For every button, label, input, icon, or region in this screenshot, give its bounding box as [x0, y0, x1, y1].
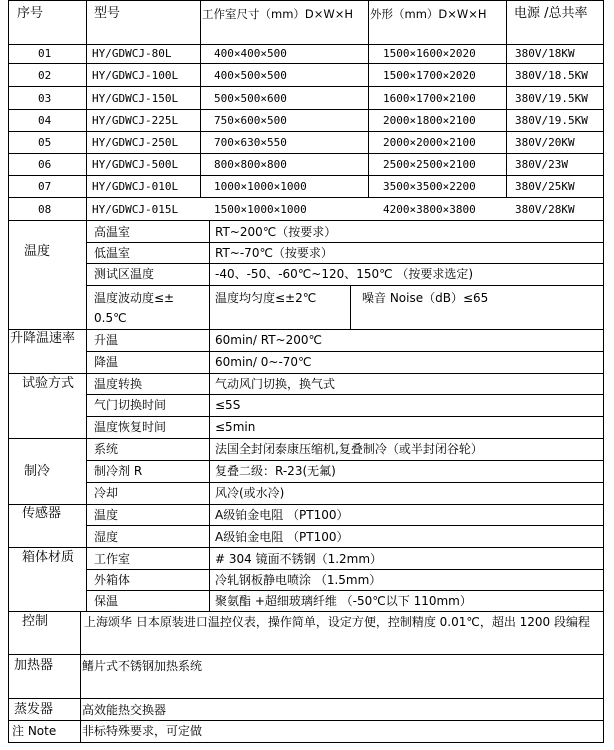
- refrigerant-label: 制冷剂 R: [94, 464, 143, 478]
- rule: [86, 394, 604, 395]
- row-power: 380V/19.5KW: [515, 114, 588, 127]
- row-inner: 400×400×500: [214, 47, 287, 60]
- high-temp-value: RT~200℃（按要求）: [215, 225, 337, 239]
- sensor-label: 传感器: [22, 506, 62, 521]
- header-seq: 序号: [17, 6, 44, 21]
- rule: [8, 438, 604, 439]
- insulation-value: 聚氨酯 +超细玻璃纤维 （-50℃以下 110mm）: [215, 594, 472, 608]
- row-seq: 02: [38, 69, 52, 82]
- control-value: 上海颂华 日本原装进口温控仪表，操作简单，设定方便，控制精度 0.01℃，超出 1200 段编程: [84, 615, 590, 629]
- rule: [8, 220, 604, 221]
- rule: [8, 720, 604, 721]
- control-label: 控制: [22, 614, 49, 629]
- row-power: 380V/19.5KW: [515, 92, 588, 105]
- row-model: HY/GDWCJ-015L: [92, 203, 179, 216]
- rule: [8, 373, 604, 374]
- row-seq: 04: [38, 114, 52, 127]
- row-model: HY/GDWCJ-500L: [92, 158, 179, 171]
- row-outer: 2000×2000×2100: [383, 136, 476, 149]
- row-outer: 2500×2500×2100: [383, 158, 476, 171]
- row-outer: 1500×1600×2020: [383, 47, 476, 60]
- test-zone-value: -40、-50、-60℃~120、150℃ （按要求选定): [215, 267, 474, 281]
- row-model: HY/GDWCJ-225L: [92, 114, 179, 127]
- rule: [86, 590, 604, 591]
- high-temp-label: 高温室: [94, 225, 131, 239]
- rule: [8, 86, 604, 87]
- ramp-down-label: 降温: [94, 355, 119, 369]
- rule: [86, 525, 604, 526]
- insulation-label: 保温: [94, 594, 119, 608]
- inner-material-label: 工作室: [94, 552, 131, 566]
- cooling-system-value: 法国全封闭泰康压缩机,复叠制冷（或半封闭谷轮）: [215, 442, 483, 456]
- outer-material-label: 外箱体: [94, 573, 131, 587]
- rule: [8, 698, 604, 699]
- row-inner: 1500×1000×1000: [214, 203, 307, 216]
- note-label: 注 Note: [12, 724, 57, 738]
- row-seq: 03: [38, 92, 52, 105]
- header-inner-size: 工作室尺寸（mm）D×W×H: [202, 7, 354, 21]
- rule-header: [8, 44, 604, 45]
- row-model: HY/GDWCJ-80L: [92, 47, 172, 60]
- rule-col1: [86, 0, 87, 612]
- cooling-label: 制冷: [24, 464, 51, 479]
- test-method-label: 试验方式: [22, 376, 75, 391]
- row-power: 380V/20KW: [515, 136, 575, 149]
- rule-col2: [200, 0, 201, 198]
- rule-col4: [506, 0, 507, 198]
- header-outer-size: 外形（mm）D×W×H: [370, 7, 487, 21]
- rule: [8, 63, 604, 64]
- low-temp-label: 低温室: [94, 246, 131, 260]
- row-seq: 01: [38, 47, 52, 60]
- fluctuation-label-2: 0.5℃: [94, 311, 127, 325]
- row-outer: 1600×1700×2100: [383, 92, 476, 105]
- rule-top: [8, 0, 604, 1]
- sensor-humid-value: A级铂金电阻 （PT100）: [215, 530, 349, 544]
- rule: [86, 482, 604, 483]
- rule-bottom: [8, 742, 604, 743]
- rule-col2-lower: [209, 220, 210, 611]
- recovery-label: 温度恢复时间: [94, 420, 167, 434]
- rule: [8, 654, 604, 655]
- row-outer: 4200×3800×3800: [383, 203, 476, 216]
- rule: [8, 131, 604, 132]
- rule: [86, 351, 604, 352]
- ramp-label: 升降温速率: [10, 331, 76, 346]
- rule: [8, 504, 604, 505]
- damper-value: ≤5S: [215, 398, 241, 412]
- refrigerant-value: 复叠二级：R-23(无氟): [215, 464, 336, 478]
- row-outer: 3500×3500×2200: [383, 180, 476, 193]
- row-model: HY/GDWCJ-010L: [92, 180, 179, 193]
- rule: [8, 329, 604, 330]
- note-value: 非标特殊要求，可定做: [82, 724, 203, 738]
- evaporator-label: 蒸发器: [14, 702, 54, 717]
- ramp-up-value: 60min/ RT~200℃: [215, 333, 322, 347]
- heater-value: 鳍片式不锈钢加热系统: [82, 659, 203, 673]
- row-power: 380V/28KW: [515, 203, 575, 216]
- rule: [86, 416, 604, 417]
- material-label: 箱体材质: [22, 550, 75, 565]
- rule-right: [603, 0, 604, 743]
- row-power: 380V/23W: [515, 158, 568, 171]
- heater-label: 加热器: [14, 658, 54, 673]
- noise-value: 噪音 Noise（dB）≤65: [362, 291, 489, 305]
- row-inner: 400×500×500: [214, 69, 287, 82]
- ramp-up-label: 升温: [94, 333, 119, 347]
- switch-value: 气动风门切换，换气式: [215, 377, 336, 391]
- row-model: HY/GDWCJ-150L: [92, 92, 179, 105]
- row-model: HY/GDWCJ-250L: [92, 136, 179, 149]
- row-inner: 750×600×500: [214, 114, 287, 127]
- rule: [8, 153, 604, 154]
- cooling-system-label: 系统: [94, 442, 119, 456]
- low-temp-value: RT~-70℃（按要求）: [215, 246, 333, 260]
- rule: [8, 109, 604, 110]
- row-seq: 08: [38, 203, 52, 216]
- temperature-label: 温度: [24, 244, 51, 259]
- evaporator-value: 高效能热交换器: [82, 703, 167, 717]
- row-inner: 1000×1000×1000: [214, 180, 307, 193]
- rule-col1-lower: [80, 611, 81, 743]
- uniformity-value: 温度均匀度≤±2℃: [215, 291, 317, 305]
- rule: [8, 197, 604, 198]
- test-zone-label: 测试区温度: [94, 267, 155, 281]
- recovery-value: ≤5min: [215, 420, 256, 434]
- ramp-down-value: 60min/ 0~-70℃: [215, 355, 312, 369]
- rule: [86, 285, 604, 286]
- row-seq: 06: [38, 158, 52, 171]
- outer-material-value: 冷轧钢板静电喷涂 （1.5mm）: [215, 573, 382, 587]
- sensor-temp-value: A级铂金电阻 （PT100）: [215, 508, 349, 522]
- rule: [8, 175, 604, 176]
- row-power: 380V/25KW: [515, 180, 575, 193]
- cool-method-label: 冷却: [94, 486, 119, 500]
- sensor-temp-label: 温度: [94, 508, 119, 522]
- row-inner: 800×800×800: [214, 158, 287, 171]
- rule: [8, 547, 604, 548]
- rule: [86, 242, 604, 243]
- header-model: 型号: [94, 6, 121, 21]
- row-model: HY/GDWCJ-100L: [92, 69, 179, 82]
- cool-method-value: 风冷(或水冷): [215, 486, 285, 500]
- inner-material-value: # 304 镜面不锈钢（1.2mm）: [215, 552, 383, 566]
- row-power: 380V/18KW: [515, 47, 575, 60]
- row-outer: 1500×1700×2020: [383, 69, 476, 82]
- row-outer: 2000×1800×2100: [383, 114, 476, 127]
- row-power: 380V/18.5KW: [515, 69, 588, 82]
- damper-label: 气门切换时间: [94, 398, 167, 412]
- rule: [86, 263, 604, 264]
- rule-left: [8, 0, 9, 743]
- rule-col3: [368, 0, 369, 198]
- row-seq: 07: [38, 180, 52, 193]
- rule-col3-fluct: [350, 285, 351, 329]
- row-inner: 500×500×600: [214, 92, 287, 105]
- rule: [86, 569, 604, 570]
- row-seq: 05: [38, 136, 52, 149]
- row-inner: 700×630×550: [214, 136, 287, 149]
- header-power: 电源 /总共率: [514, 6, 588, 21]
- fluctuation-label: 温度波动度≤±: [94, 291, 175, 305]
- switch-label: 温度转换: [94, 377, 143, 391]
- rule: [86, 460, 604, 461]
- sensor-humid-label: 湿度: [94, 530, 119, 544]
